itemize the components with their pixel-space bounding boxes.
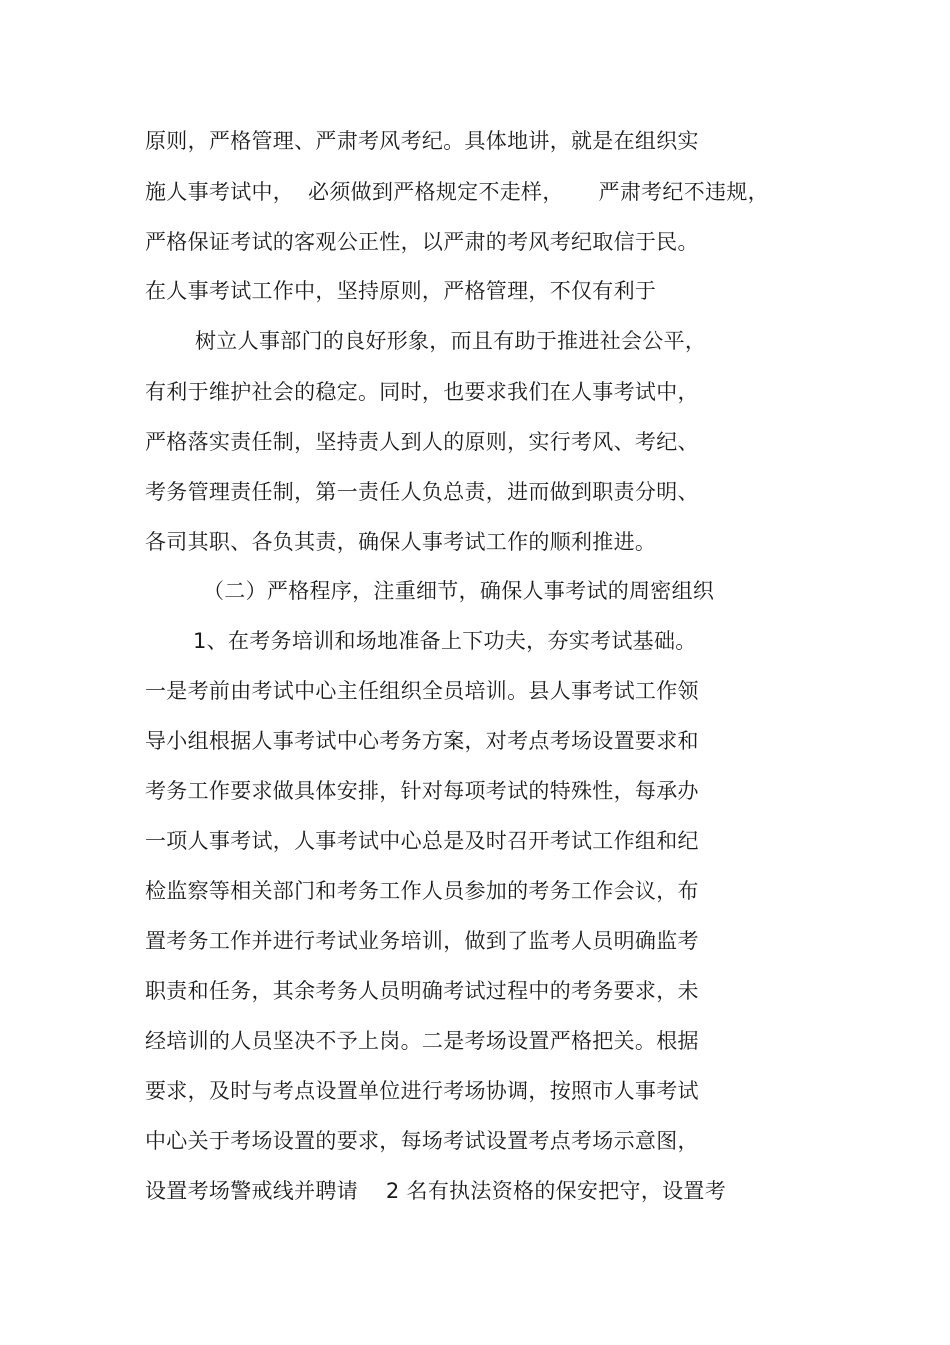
text-line-12: 一是考前由考试中心主任组织全员培训。县人事考试工作领: [145, 679, 699, 703]
text-line-4: 在人事考试工作中，坚持原则，严格管理，不仅有利于: [145, 279, 657, 303]
text-line-18: 职责和任务，其余考务人员明确考试过程中的考务要求，未: [145, 979, 699, 1003]
text-line-6: 有利于维护社会的稳定。同时，也要求我们在人事考试中，: [145, 380, 699, 404]
text-line-14: 考务工作要求做具体安排，针对每项考试的特殊性，每承办: [145, 779, 699, 803]
text-line-8: 考务管理责任制，第一责任人负总责，进而做到职责分明、: [145, 480, 699, 504]
text-line-20: 要求，及时与考点设置单位进行考场协调，按照市人事考试: [145, 1079, 699, 1103]
text-line-5: 树立人事部门的良好形象，而且有助于推进社会公平，: [195, 329, 707, 353]
text-line-21: 中心关于考场设置的要求，每场考试设置考点考场示意图，: [145, 1129, 699, 1153]
text-line-1: 原则，严格管理、严肃考风考纪。具体地讲，就是在组织实: [145, 129, 699, 153]
text-line-19: 经培训的人员坚决不予上岗。二是考场设置严格把关。根据: [145, 1029, 699, 1053]
text-line-17: 置考务工作并进行考试业务培训，做到了监考人员明确监考: [145, 929, 699, 953]
section-heading: （二）严格程序，注重细节，确保人事考试的周密组织: [203, 579, 715, 603]
text-line-22: 设置考场警戒线并聘请 2 名有执法资格的保安把守，设置考: [145, 1179, 727, 1203]
text-line-7: 严格落实责任制，坚持责人到人的原则，实行考风、考纪、: [145, 430, 699, 454]
text-line-15: 一项人事考试，人事考试中心总是及时召开考试工作组和纪: [145, 829, 699, 853]
text-line-9: 各司其职、各负其责，确保人事考试工作的顺利推进。: [145, 530, 657, 554]
text-line-13: 导小组根据人事考试中心考务方案，对考点考场设置要求和: [145, 729, 699, 753]
text-line-16: 检监察等相关部门和考务工作人员参加的考务工作会议，布: [145, 879, 699, 903]
text-line-3: 严格保证考试的客观公正性，以严肃的考风考纪取信于民。: [145, 230, 699, 254]
subsection-heading: 1、在考务培训和场地准备上下功夫，夯实考试基础。: [193, 629, 697, 653]
text-line-2: 施人事考试中， 必须做到严格规定不走样， 严肃考纪不违规，: [145, 180, 769, 204]
